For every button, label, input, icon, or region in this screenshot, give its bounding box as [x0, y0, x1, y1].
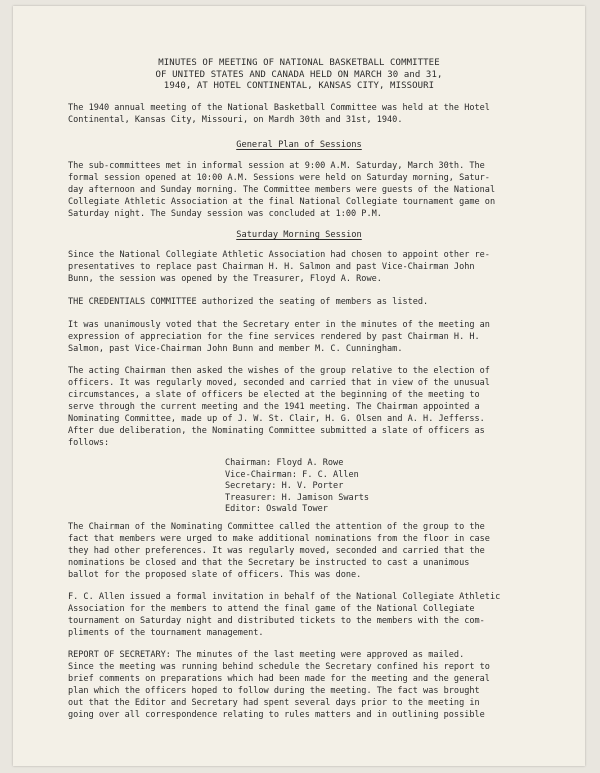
general-plan-paragraph [68, 160, 538, 220]
invitation-paragraph [68, 591, 538, 639]
text-line: Continental, Kansas City, Missouri, on Mardh 30th and 31st, 1940. [68, 115, 403, 125]
text-line: out that the Editor and Secretary had spent several days prior to the meeting in [68, 698, 480, 708]
text-line: Salmon, past Vice-Chairman John Bunn and member M. C. Cunningham. [68, 344, 403, 354]
appreciation-paragraph [68, 319, 538, 355]
title-line: 1940, AT HOTEL CONTINENTAL, KANSAS CITY, MISSOURI [163, 81, 435, 91]
text-line: presentatives to replace past Chairman H. H. Salmon and past Vice-Chairman John [68, 262, 475, 272]
text-line: ballot for the proposed slate of officers. This was done. [68, 570, 362, 580]
officer-entry: Vice-Chairman: F. C. Allen [225, 469, 359, 480]
document-page [13, 6, 585, 766]
text-line: Collegiate Athletic Association at the final National Collegiate tournament game on [68, 197, 496, 207]
text-line: After due deliberation, the Nominating Committee submitted a slate of officers as [68, 426, 485, 436]
text-line: Since the National Collegiate Athletic Association had chosen to appoint other re- [68, 250, 490, 260]
text-line: tournament on Saturday night and distributed tickets to the members with the com- [68, 616, 485, 626]
text-line: REPORT OF SECRETARY: The minutes of the last meeting were approved as mailed. [68, 650, 465, 660]
title-line: MINUTES OF MEETING OF NATIONAL BASKETBALL COMMITTEE [158, 58, 440, 68]
officers-list [225, 458, 475, 516]
text-line: The Chairman of the Nominating Committee called the attention of the group to the [68, 522, 485, 532]
officer-entry: Treasurer: H. Jamison Swarts [225, 492, 370, 503]
saturday-paragraph [68, 249, 538, 285]
officer-entry: Chairman: Floyd A. Rowe [225, 458, 344, 468]
officer-entry: Secretary: H. V. Porter [225, 481, 344, 491]
text-line: The 1940 annual meeting of the National Basketball Committee was held at the Hotel [68, 103, 490, 113]
election-paragraph [68, 365, 538, 449]
text-line: fact that members were urged to make additional nominations from the floor in case [68, 534, 490, 544]
text-line: The acting Chairman then asked the wishes of the group relative to the election of [68, 366, 490, 376]
heading-general-plan: General Plan of Sessions [236, 140, 362, 150]
secretary-report-paragraph [68, 649, 538, 721]
text-line: officers. It was regularly moved, seconded and carried that in view of the unusual [68, 378, 490, 388]
text-line: Saturday night. The Sunday session was concluded at 1:00 P.M. [68, 209, 382, 219]
text-line: day afternoon and Sunday morning. The Committee members were guests of the National [68, 185, 496, 195]
text-line: Association for the members to attend the final game of the National Collegiate [68, 604, 475, 614]
text-line: Since the meeting was running behind schedule the Secretary confined his report to [68, 662, 490, 672]
text-line: brief comments on preparations which had been made for the meeting and the general [68, 674, 490, 684]
text-line: F. C. Allen issued a formal invitation in behalf of the National Collegiate Athletic [68, 592, 501, 602]
text-line: expression of appreciation for the fine services rendered by past Chairman H. H. [68, 332, 480, 342]
text-line: It was unanimously voted that the Secretary enter in the minutes of the meeting an [68, 320, 490, 330]
text-line: going over all correspondence relating to rules matters and in outlining possible [68, 710, 485, 720]
text-line: The sub-committees met in informal session at 9:00 A.M. Saturday, March 30th. The [68, 161, 485, 171]
nominations-paragraph [68, 521, 538, 581]
text-line: Nominating Committee, made up of J. W. St. Clair, H. G. Olsen and A. H. Jefferss. [68, 414, 485, 424]
heading-saturday-session: Saturday Morning Session [236, 230, 362, 240]
text-line: pliments of the tournament management. [68, 628, 264, 638]
text-line: circumstances, a slate of officers be elected at the beginning of the meeting to [68, 390, 480, 400]
text-line: serve through the current meeting and the 1941 meeting. The Chairman appointed a [68, 402, 480, 412]
intro-paragraph [68, 102, 538, 126]
officer-entry: Editor: Oswald Tower [225, 504, 328, 514]
text-line: they had other preferences. It was regularly moved, seconded and carried that the [68, 546, 485, 556]
title-line: OF UNITED STATES AND CANADA HELD ON MARCH 30 and 31, [155, 69, 443, 80]
text-line: follows: [68, 438, 110, 448]
text-line: THE CREDENTIALS COMMITTEE authorized the seating of members as listed. [68, 297, 429, 307]
document-title [13, 58, 585, 93]
text-line: formal session opened at 10:00 A.M. Sessions were held on Saturday morning, Satur- [68, 173, 490, 183]
credentials-paragraph [68, 296, 538, 308]
text-line: plan which the officers hoped to follow during the meeting. The fact was brought [68, 686, 480, 696]
text-line: Bunn, the session was opened by the Treasurer, Floyd A. Rowe. [68, 274, 382, 284]
text-line: nominations be closed and that the Secretary be instructed to cast a unanimous [68, 558, 470, 568]
